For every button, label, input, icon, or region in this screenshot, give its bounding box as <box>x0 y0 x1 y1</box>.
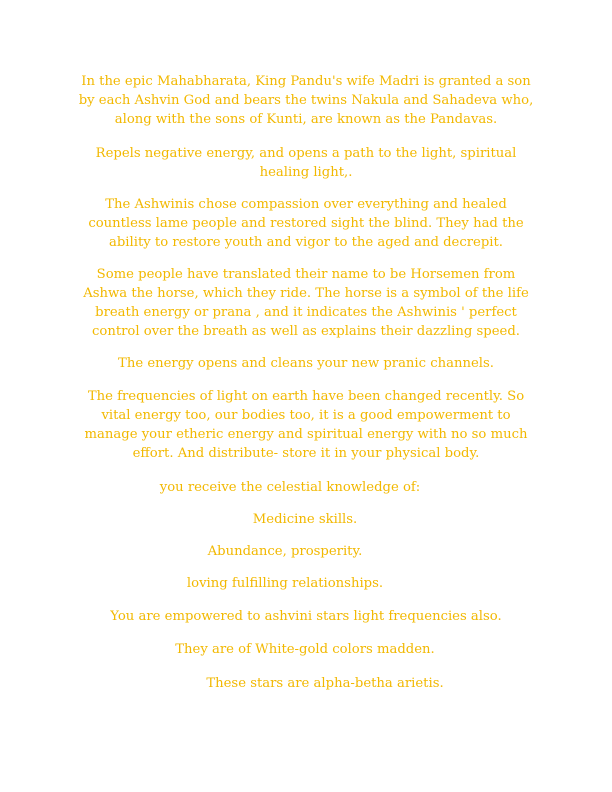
paragraph-pranic-channels: The energy opens and cleans your new pranic channels. <box>118 356 494 371</box>
paragraph-mahabharata: In the epic Mahabharata, King Pandu's wife Madri is granted a son by each Ashvin God and bears the twins Nakula and Sahadeva who, along with the sons of Kunti, are known as the Pandavas. <box>78 74 534 127</box>
paragraph-frequencies-of-light: The frequencies of light on earth have been changed recently. So vital energy too, our bodies too, it is a good empowerment to manage your etheric energy and spiritual energy with no so much effort. And distribute- store it in your physical body. <box>84 389 528 461</box>
list-item-relationships: loving fulfilling relationships. <box>186 576 384 591</box>
paragraph-white-gold-colors: They are of White-gold colors madden. <box>175 642 435 657</box>
paragraph-ashwinis-compassion: The Ashwinis chose compassion over everything and healed countless lame people and restored sight the blind. They had the ability to restore youth and vigor to the aged and decrepit. <box>88 197 524 250</box>
list-item-medicine-skills: Medicine skills. <box>252 512 358 527</box>
paragraph-ashvini-stars: You are empowered to ashvini stars light frequencies also. <box>110 609 502 624</box>
paragraph-alpha-betha-arietis: These stars are alpha-betha arietis. <box>206 676 444 691</box>
list-item-abundance: Abundance, prosperity. <box>207 544 363 559</box>
paragraph-horsemen: Some people have translated their name to be Horsemen from Ashwa the horse, which they ride. The horse is a symbol of the life breath energy or prana , and it indicates the Ashwinis ' perfect control over the breath as well as explains their dazzling speed. <box>83 267 529 339</box>
paragraph-celestial-knowledge: you receive the celestial knowledge of: <box>159 480 421 495</box>
paragraph-repels-negative-energy: Repels negative energy, and opens a path to the light, spiritual healing light,. <box>95 146 517 180</box>
